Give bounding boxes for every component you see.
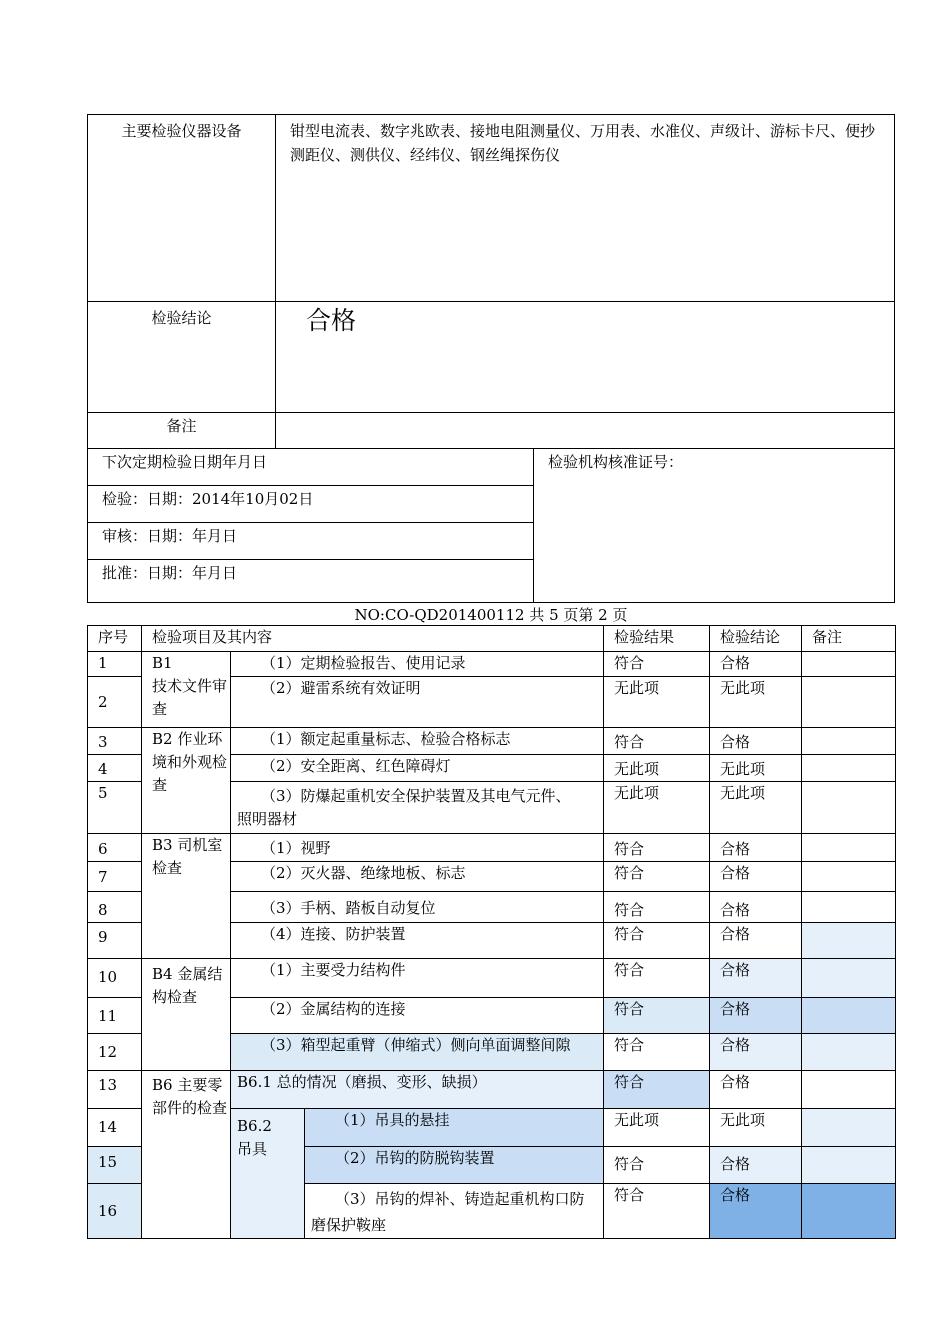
row-result: 符合 [604, 923, 710, 959]
row-result: 符合 [604, 728, 710, 755]
row-item: （1）额定起重量标志、检验合格标志 [231, 728, 604, 755]
remarks-value [276, 413, 895, 449]
row-remarks [802, 998, 896, 1034]
approver-line: 批准：日期：年月日 [88, 560, 534, 603]
row-remarks [802, 677, 896, 728]
row-no: 6 [88, 834, 142, 862]
group-b4: B4 金属结构检查 [142, 959, 231, 1071]
group-b2: B2 作业环境和外观检查 [142, 728, 231, 834]
row-item: （2）吊钩的防脱钩装置 [305, 1147, 604, 1184]
row-item: （1）主要受力结构件 [231, 959, 604, 998]
row-result: 符合 [604, 1184, 710, 1239]
row-result: 无此项 [604, 782, 710, 834]
row-remarks [802, 782, 896, 834]
row-conclusion: 合格 [710, 1034, 802, 1071]
row-item: B6.1 总的情况（磨损、变形、缺损） [231, 1071, 604, 1109]
header-result: 检验结果 [604, 626, 710, 652]
row-item: （3）吊钩的焊补、铸造起重机构口防磨保护鞍座 [305, 1184, 604, 1239]
inspection-items-table [87, 625, 896, 1239]
row-conclusion: 合格 [710, 652, 802, 677]
row-no: 5 [88, 782, 142, 834]
row-conclusion: 无此项 [710, 677, 802, 728]
row-item: （2）避雷系统有效证明 [231, 677, 604, 728]
inspector-line: 检验：日期：2014年10月02日 [88, 486, 534, 523]
row-no: 2 [88, 677, 142, 728]
summary-table [87, 114, 895, 449]
row-no: 9 [88, 923, 142, 959]
row-remarks [802, 1071, 896, 1109]
group-b3: B3 司机室检查 [142, 834, 231, 959]
row-result: 符合 [604, 1034, 710, 1071]
row-item: （1）视野 [231, 834, 604, 862]
header-item: 检验项目及其内容 [142, 626, 604, 652]
row-no: 4 [88, 755, 142, 782]
header-conclusion: 检验结论 [710, 626, 802, 652]
row-result: 符合 [604, 892, 710, 923]
row-remarks [802, 652, 896, 677]
row-result: 符合 [604, 1071, 710, 1109]
row-remarks [802, 1034, 896, 1071]
row-result: 无此项 [604, 755, 710, 782]
row-conclusion: 合格 [710, 1071, 802, 1109]
row-item: （3）箱型起重臂（伸缩式）侧向单面调整间隙 [231, 1034, 604, 1071]
row-result: 符合 [604, 998, 710, 1034]
reviewer-line: 审核：日期：年月日 [88, 523, 534, 560]
row-conclusion: 无此项 [710, 782, 802, 834]
row-no: 3 [88, 728, 142, 755]
row-conclusion: 合格 [710, 862, 802, 892]
row-result: 符合 [604, 959, 710, 998]
row-conclusion: 无此项 [710, 1109, 802, 1147]
row-result: 无此项 [604, 1109, 710, 1147]
row-item: （2）灭火器、绝缘地板、标志 [231, 862, 604, 892]
row-remarks [802, 959, 896, 998]
row-no: 15 [88, 1147, 142, 1184]
header-remarks: 备注 [802, 626, 896, 652]
row-conclusion: 合格 [710, 728, 802, 755]
group-b6-2: B6.2 吊具 [231, 1109, 305, 1239]
row-remarks [802, 862, 896, 892]
row-remarks [802, 892, 896, 923]
row-conclusion: 合格 [710, 998, 802, 1034]
row-result: 符合 [604, 652, 710, 677]
row-no: 14 [88, 1109, 142, 1147]
row-no: 16 [88, 1184, 142, 1239]
row-item: （3）防爆起重机安全保护装置及其电气元件、照明器材 [231, 782, 604, 834]
row-no: 10 [88, 959, 142, 998]
group-b1: B1 技术文件审查 [142, 652, 231, 728]
row-conclusion: 合格 [710, 1147, 802, 1184]
row-item: （3）手柄、踏板自动复位 [231, 892, 604, 923]
row-item: （1）定期检验报告、使用记录 [231, 652, 604, 677]
row-result: 符合 [604, 834, 710, 862]
row-remarks [802, 923, 896, 959]
row-remarks [802, 834, 896, 862]
row-remarks [802, 1147, 896, 1184]
row-item: （1）吊具的悬挂 [305, 1109, 604, 1147]
row-conclusion: 合格 [710, 923, 802, 959]
row-conclusion: 合格 [710, 959, 802, 998]
row-remarks [802, 1184, 896, 1239]
row-no: 11 [88, 998, 142, 1034]
row-remarks [802, 1109, 896, 1147]
row-result: 符合 [604, 1147, 710, 1184]
row-conclusion: 合格 [710, 892, 802, 923]
row-result: 符合 [604, 862, 710, 892]
row-remarks [802, 728, 896, 755]
row-conclusion: 合格 [710, 1184, 802, 1239]
conclusion-label: 检验结论 [88, 302, 276, 413]
header-no: 序号 [88, 626, 142, 652]
row-item: （4）连接、防护装置 [231, 923, 604, 959]
row-conclusion: 合格 [710, 834, 802, 862]
signature-table [87, 448, 895, 603]
equipment-value: 钳型电流表、数字兆欧表、接地电阻测量仪、万用表、水准仪、声级计、游标卡尺、便抄测距仪、测供仪、经纬仪、钢丝绳探伤仪 [276, 115, 895, 302]
approval-number: 检验机构核准证号： [534, 449, 895, 603]
row-item: （2）安全距离、红色障碍灯 [231, 755, 604, 782]
row-no: 1 [88, 652, 142, 677]
next-inspection-date: 下次定期检验日期年月日 [88, 449, 534, 486]
page-number-caption: NO:CO-QD201400112 共 5 页第 2 页 [354, 606, 628, 624]
row-remarks [802, 755, 896, 782]
group-b6: B6 主要零部件的检查 [142, 1071, 231, 1239]
conclusion-value: 合格 [276, 302, 895, 413]
row-no: 8 [88, 892, 142, 923]
row-result: 无此项 [604, 677, 710, 728]
equipment-label: 主要检验仪器设备 [88, 115, 276, 302]
remarks-label: 备注 [88, 413, 276, 449]
row-conclusion: 无此项 [710, 755, 802, 782]
row-no: 13 [88, 1071, 142, 1109]
row-no: 7 [88, 862, 142, 892]
row-item: （2）金属结构的连接 [231, 998, 604, 1034]
row-no: 12 [88, 1034, 142, 1071]
